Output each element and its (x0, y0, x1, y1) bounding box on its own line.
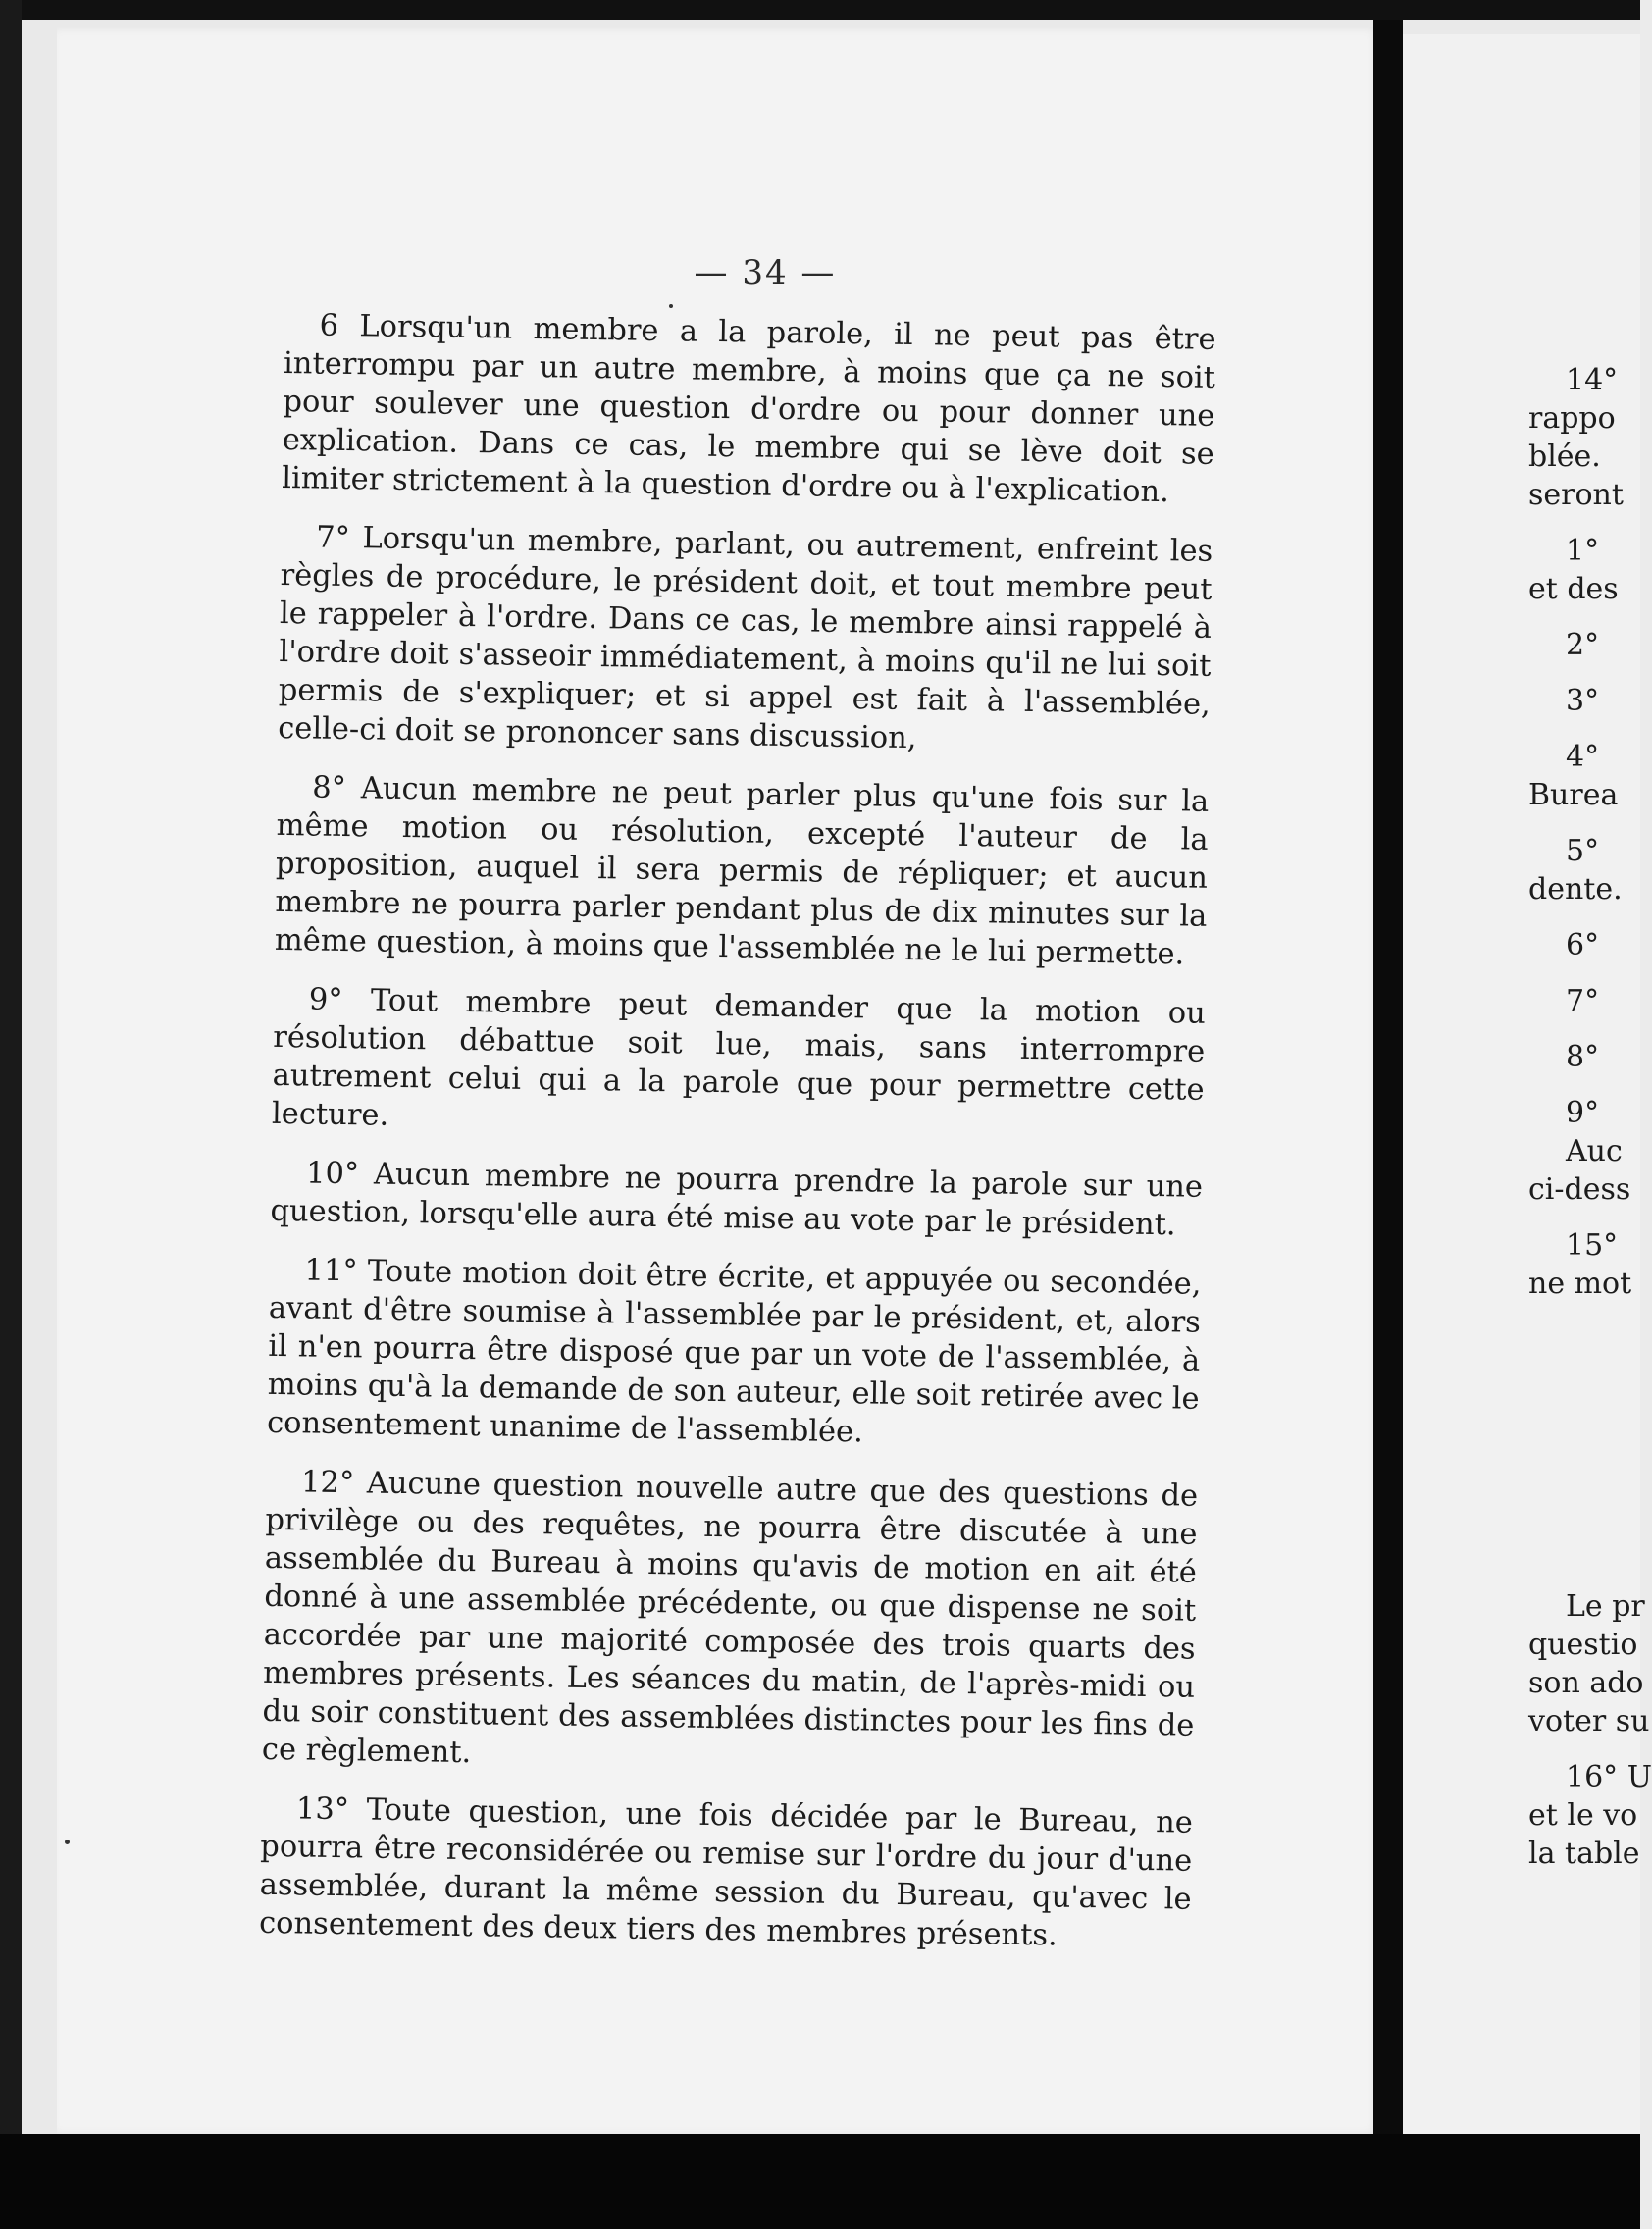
rule-paragraph: 11° Toute motion doit être écrite, et appuyée ou secondée, avant d'être soumise à l'assemblée par le président, et, alors il n'en pourra être disposé que par un vote de l'assemblée, à moins qu'à la demande de son auteur, elle soit retirée avec le consentement unanime de l'assemblée. (266, 1253, 1202, 1450)
text-line: Le pr (1566, 1589, 1645, 1624)
text-line: 2° (1566, 628, 1600, 662)
text-line: la table (1528, 1837, 1640, 1871)
text-line: 1° (1566, 534, 1600, 568)
text-line: 14° (1566, 363, 1619, 397)
scan-bottom-border (0, 2134, 1640, 2229)
text-line: dente. (1528, 872, 1623, 907)
text-line: 4° (1566, 740, 1600, 774)
text-line: 7° (1566, 984, 1600, 1018)
text-line: 5° (1566, 834, 1600, 868)
text-line: questio (1528, 1628, 1638, 1662)
text-line: rappo (1528, 401, 1616, 436)
rule-paragraph: 6 Lorsqu'un membre a la parole, il ne peut pas être interrompu par un autre membre, à moins que ça ne soit pour soulever une question d'ordre ou pour donner une explication. Dans ce cas, le membre qui se lève doit se limiter strictement à la question d'ordre ou à l'explication. (281, 308, 1216, 510)
rule-paragraph: 13° Toute question, une fois décidée par le Bureau, ne pourra être reconsidérée ou remise sur l'ordre du jour d'une assemblée, durant la même session du Bureau, qu'avec le consentement des deux tiers des membres présents. (258, 1791, 1194, 1953)
text-line: ne mot (1528, 1267, 1632, 1301)
rule-paragraph: 8° Aucun membre ne peut parler plus qu'une fois sur la même motion ou résolution, excepté l'auteur de la proposition, auquel il sera permis de répliquer; et aucun membre ne pourra parler pendant plus de dix minutes sur la même question, à moins que l'assemblée ne le lui permette. (274, 770, 1210, 972)
text-line: Burea (1528, 778, 1619, 812)
scan-left-border (0, 0, 22, 2229)
text-line: 6° (1566, 928, 1600, 962)
text-line: seront (1528, 478, 1624, 512)
scan-top-border (0, 0, 1640, 20)
text-line: 9° (1566, 1096, 1600, 1130)
text-line: son ado (1528, 1666, 1644, 1700)
text-line: 16° U (1566, 1760, 1652, 1794)
text-line: 3° (1566, 684, 1600, 718)
text-line: et des (1528, 572, 1619, 606)
text-line: 8° (1566, 1040, 1600, 1074)
ink-speck (669, 304, 673, 308)
right-page-text (1528, 361, 1652, 1873)
rule-paragraph: 12° Aucune question nouvelle autre que des questions de privilège ou des requêtes, ne pourra être discutée à une assemblée du Bureau à moins qu'avis de motion en ait été donné à une assemblée précédente, ou que dispense ne soit accordée par une majorité composée des trois quarts des membres présents. Les séances du matin, de l'après-midi ou du soir constituent des assemblées distinctes pour les fins de ce règlement. (261, 1465, 1199, 1771)
rule-paragraph: 10° Aucun membre ne pourra prendre la parole sur une question, lorsqu'elle aura été mise au vote par le président. (270, 1156, 1204, 1243)
book-gutter (1373, 20, 1403, 2139)
text-line: et le vo (1528, 1798, 1638, 1833)
page-number: — 34 — (694, 253, 837, 292)
rule-paragraph: 9° Tout membre peut demander que la motion ou résolution débattue soit lue, mais, sans interrompre autrement celui qui a la parole que pour permettre cette lecture. (271, 982, 1207, 1133)
left-page-text (258, 306, 1215, 1978)
text-line: blée. (1528, 440, 1601, 474)
ink-speck (65, 1840, 70, 1844)
text-line: voter su (1528, 1704, 1650, 1738)
text-line: ci-dess (1528, 1172, 1631, 1207)
rule-paragraph: 7° Lorsqu'un membre, parlant, ou autrement, enfreint les règles de procédure, le président doit, et tout membre peut le rappeler à l'ordre. Dans ce cas, le membre ainsi rappelé à l'ordre doit s'asseoir immédiatement, à moins qu'il ne lui soit permis de s'expliquer; et si appel est fait à l'assemblée, celle-ci doit se prononcer sans discussion, (277, 520, 1213, 756)
text-line: 15° (1566, 1228, 1619, 1263)
text-line: Auc (1566, 1134, 1623, 1168)
